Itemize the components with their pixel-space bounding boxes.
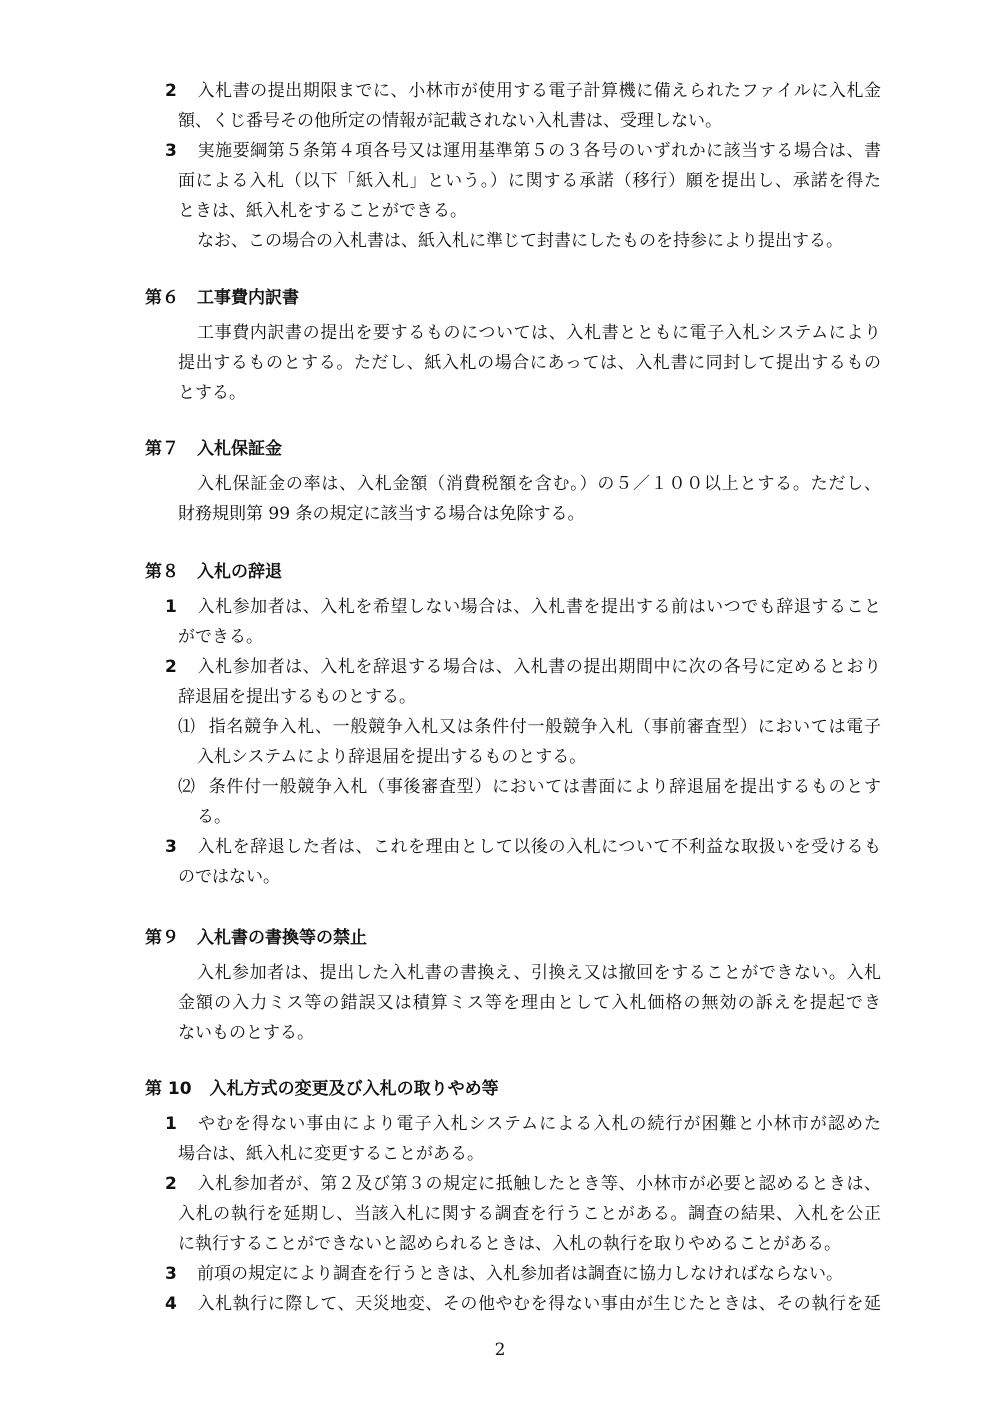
list-item-continuation: ときは、紙入札をすることができる。 [178,201,467,221]
list-item: 2 入札参加者が、第２及び第３の規定に抵触したとき等、小林市が必要と認めるときは、 [165,1174,881,1194]
paragraph-line: 提出するものとする。ただし、紙入札の場合にあっては、入札書に同封して提出するもの [178,353,882,373]
paragraph: なお、この場合の入札書は、紙入札に準じて封書にしたものを持参により提出する。 [197,231,843,251]
page-number: 2 [494,1340,506,1360]
list-item: 1 やむを得ない事由により電子入札システムによる入札の続行が困難と小林市が認めた [165,1114,881,1134]
sub-item-continuation: る。 [197,807,231,827]
list-item-continuation: 面による入札（以下「紙入札」という。）に関する承諾（移行）願を提出し、承諾を得た [178,171,881,191]
section-heading: 第７ 入札保証金 [145,439,282,459]
paragraph: 入札参加者は、提出した入札書の書換え、引換え又は撤回をすることができない。入札 [197,963,881,983]
section-8 [145,557,881,892]
sub-item-continuation: 入札システムにより辞退届を提出するものとする。 [197,747,587,767]
paragraph-line: 財務規則第 99 条の規定に該当する場合は免除する。 [178,504,585,524]
section-9 [145,923,881,1048]
paragraph-line: とする。 [178,383,246,403]
section-6 [145,283,881,408]
list-item-continuation: 辞退届を提出するものとする。 [178,687,416,707]
list-item: 3 前項の規定により調査を行うときは、入札参加者は調査に協力しなければならない。 [165,1264,843,1284]
list-item: 4 入札執行に際して、天災地変、その他やむを得ない事由が生じたときは、その執行を延 [165,1294,881,1314]
list-item: 2 入札参加者は、入札を辞退する場合は、入札書の提出期間中に次の各号に定めるとおり [165,657,881,677]
sub-item: ⑴ 指名競争入札、一般競争入札又は条件付一般競争入札（事前審査型）においては電子 [178,717,881,737]
list-item: 3 実施要綱第５条第４項各号又は運用基準第５の３各号のいずれかに該当する場合は、書 [165,141,881,161]
paragraph: 工事費内訳書の提出を要するものについては、入札書とともに電子入札システムにより [197,323,881,343]
list-item-continuation: のではない。 [178,867,280,887]
list-item: 2 入札書の提出期限までに、小林市が使用する電子計算機に備えられたファイルに入札金 [165,81,881,101]
list-item-continuation: 場合は、紙入札に変更することがある。 [178,1144,484,1164]
list-item-continuation: ができる。 [178,627,263,647]
list-item-continuation: に執行することができないと認められるときは、入札の執行を取りやめることがある。 [178,1234,841,1254]
section-heading: 第８ 入札の辞退 [145,562,282,582]
section-10 [145,1074,881,1319]
section-7 [145,434,881,529]
list-item: 3 入札を辞退した者は、これを理由として以後の入札について不利益な取扱いを受けるも [165,837,881,857]
sub-item: ⑵ 条件付一般競争入札（事後審査型）においては書面により辞退届を提出するものとす [178,777,881,797]
list-item-continuation: 額、くじ番号その他所定の情報が記載されない入札書は、受理しない。 [178,111,722,131]
list-item: 1 入札参加者は、入札を希望しない場合は、入札書を提出する前はいつでも辞退すること [165,597,881,617]
paragraph-line: ないものとする。 [178,1023,314,1043]
section-heading: 第９ 入札書の書換等の禁止 [145,928,367,948]
paragraph: 入札保証金の率は、入札金額（消費税額を含む。）の５／１００以上とする。ただし、 [197,474,881,494]
section-heading: 第 10 入札方式の変更及び入札の取りやめ等 [145,1079,499,1099]
section-heading: 第６ 工事費内訳書 [145,288,299,308]
paragraph-line: 金額の入力ミス等の錯誤又は積算ミス等を理由として入札価格の無効の訴えを提起でき [178,993,881,1013]
section-continuation [145,76,881,256]
list-item-continuation: 入札の執行を延期し、当該入札に関する調査を行うことがある。調査の結果、入札を公正 [178,1204,881,1224]
